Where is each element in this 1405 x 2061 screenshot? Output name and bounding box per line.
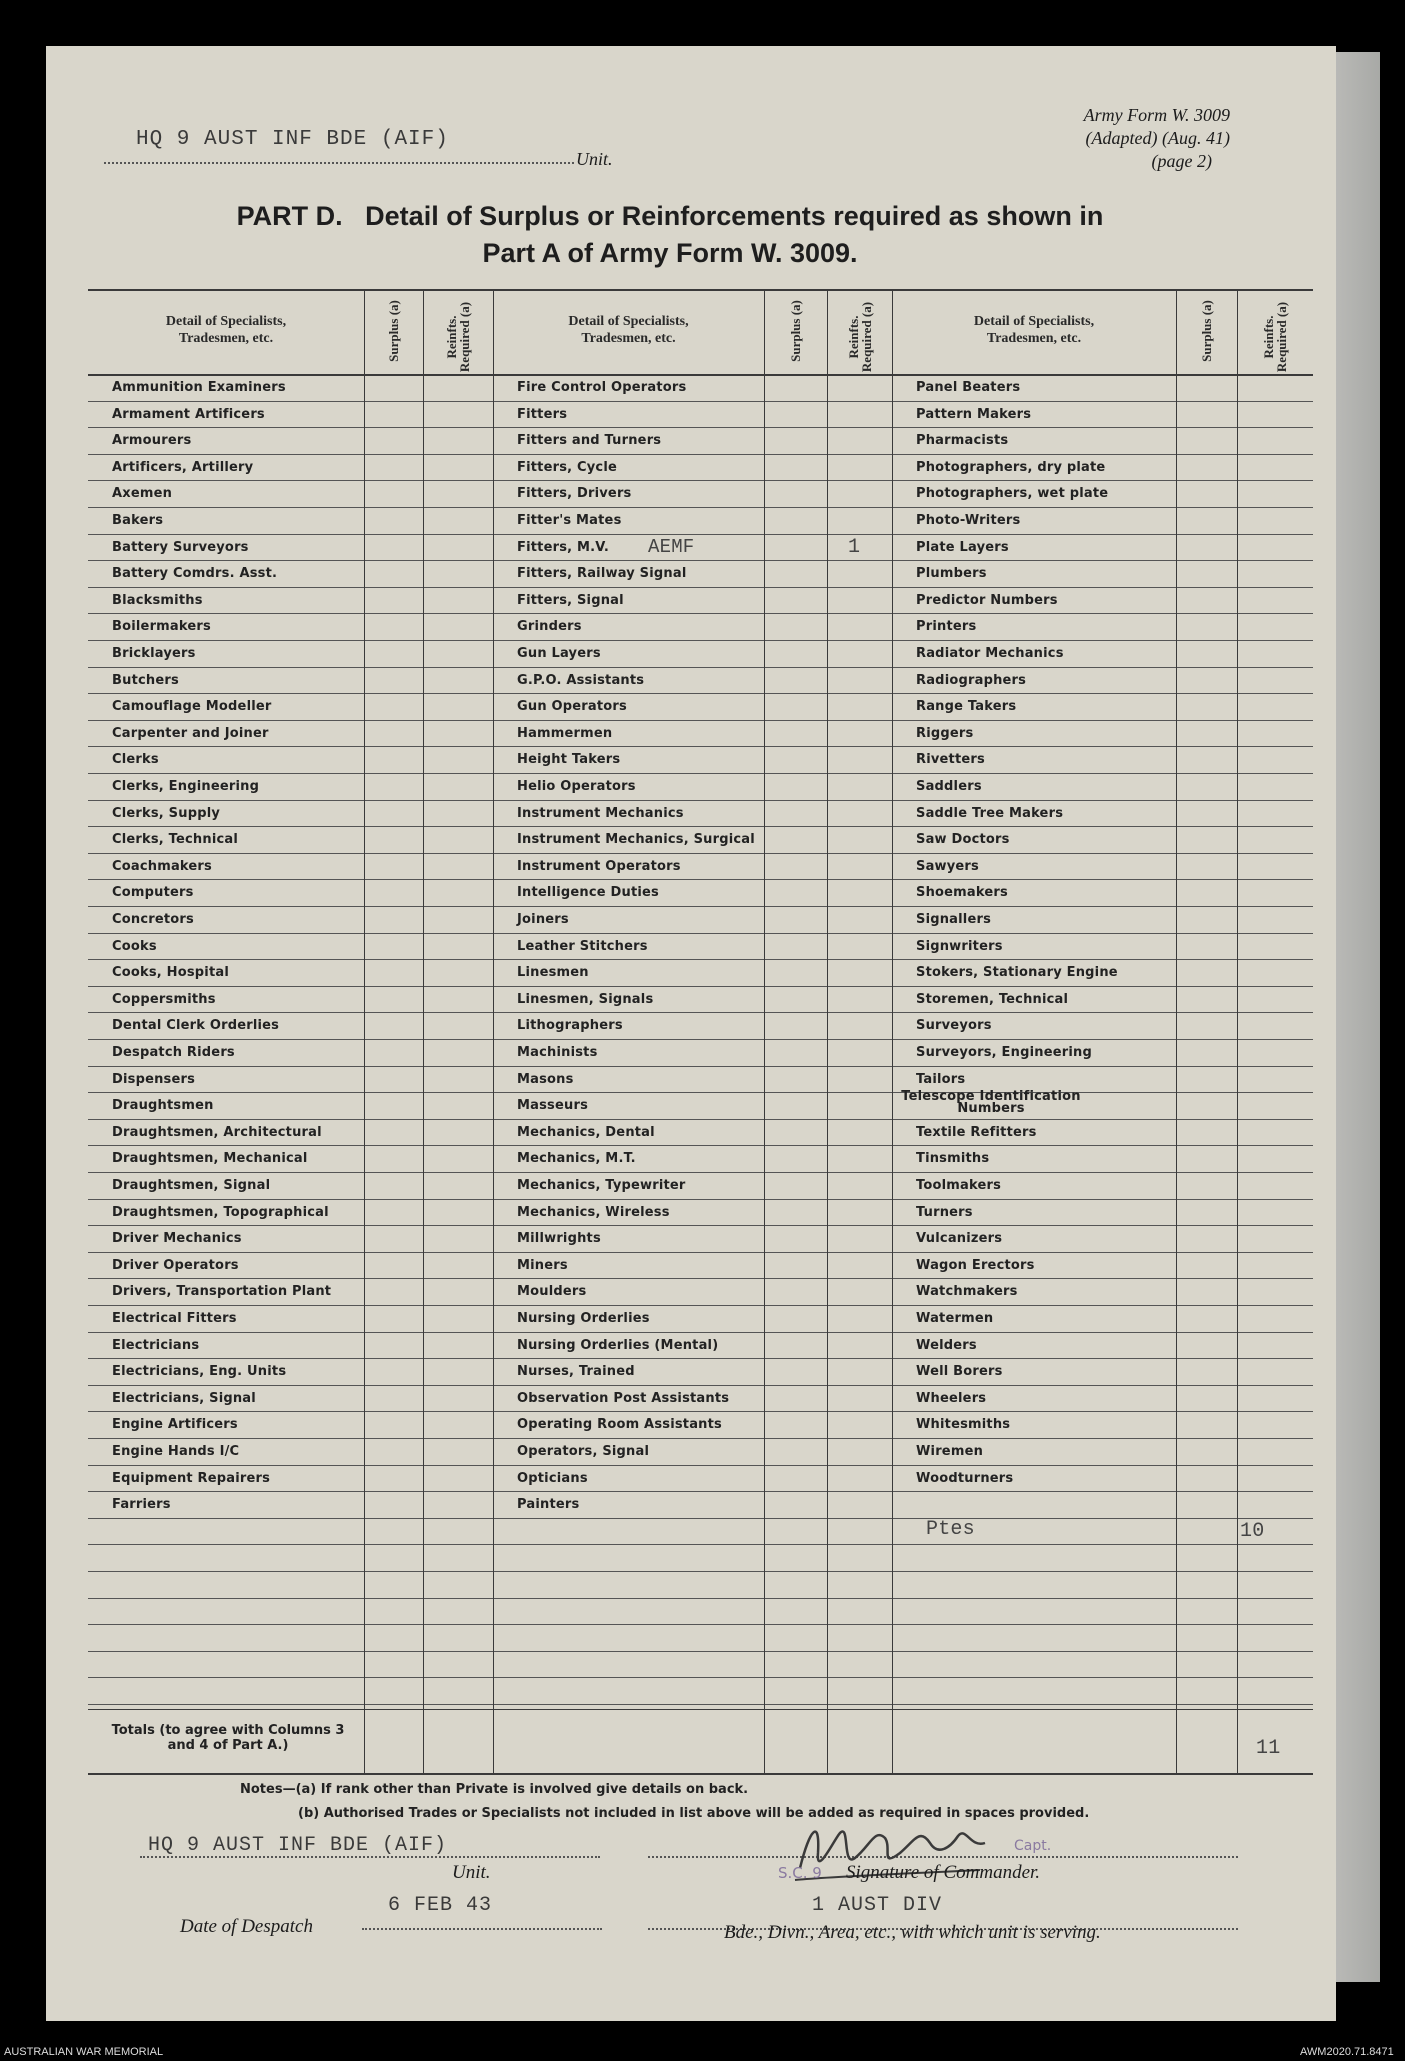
row-rule: [88, 1438, 1313, 1439]
trade-name: Photographers, dry plate: [916, 459, 1106, 475]
header-reinfts-1: Reinfts. Required (a): [444, 301, 472, 373]
row-rule: [88, 1092, 1313, 1093]
archive-credit: AUSTRALIAN WAR MEMORIAL: [4, 2046, 164, 2058]
trade-name: Blacksmiths: [112, 592, 203, 608]
trade-name: Equipment Repairers: [112, 1470, 271, 1486]
column-rule: [493, 289, 494, 1773]
header-surplus-3: Surplus (a): [1198, 300, 1214, 362]
trade-name: Helio Operators: [517, 779, 636, 794]
trade-name: Fitters, M.V.: [517, 539, 609, 555]
trade-name: Fitter's Mates: [517, 513, 622, 528]
row-rule: [88, 507, 1313, 508]
trade-name: Saddlers: [916, 779, 982, 794]
row-rule: [88, 587, 1313, 588]
trade-name: Plate Layers: [916, 539, 1009, 555]
row-rule: [88, 1199, 1313, 1200]
trade-name: Drivers, Transportation Plant: [112, 1284, 332, 1300]
note-a: Notes—(a) If rank other than Private is involved give details on back.: [240, 1782, 749, 1797]
entry-ptes: Ptes: [926, 1517, 975, 1541]
trade-name: Dental Clerk Orderlies: [112, 1018, 280, 1034]
header-detail-2: Detail of Specialists, Tradesmen, etc.: [568, 314, 689, 346]
trade-name: Camouflage Modeller: [112, 699, 272, 715]
trade-name: Ammunition Examiners: [112, 380, 286, 395]
trade-name: Electricians, Eng. Units: [112, 1364, 287, 1380]
trade-name: Coppersmiths: [112, 991, 216, 1007]
trade-name: Millwrights: [517, 1231, 601, 1247]
entry-ptes-qty: 10: [1240, 1519, 1265, 1543]
row-rule: [88, 1119, 1313, 1120]
row-rule: [88, 1624, 1313, 1625]
header-detail-1: Detail of Specialists, Tradesmen, etc.: [165, 314, 287, 346]
row-rule: [88, 879, 1313, 880]
trade-name: Battery Comdrs. Asst.: [112, 566, 278, 582]
form-id-line3: (page 2): [1151, 151, 1212, 171]
row-rule: [88, 1145, 1313, 1146]
trade-name: Sawyers: [916, 858, 979, 874]
header-reinfts-2: Reinfts. Required (a): [845, 301, 874, 373]
trade-name: Engine Hands I/C: [112, 1444, 240, 1459]
trade-name: Clerks, Technical: [112, 832, 239, 848]
totals-rule: [88, 1709, 1313, 1710]
division-value: 1 AUST DIV: [812, 1894, 943, 1917]
trade-name: Fitters: [517, 406, 568, 422]
trade-name: G.P.O. Assistants: [517, 672, 645, 688]
row-rule: [88, 1544, 1313, 1545]
unit-label-top: Unit.: [576, 149, 613, 169]
trade-name: Draughtsmen, Architectural: [112, 1124, 322, 1140]
column-rule: [892, 289, 893, 1773]
trade-name: Clerks, Supply: [112, 805, 221, 821]
trade-name: Masons: [517, 1071, 574, 1087]
page-edge-shadow: [1336, 52, 1380, 1982]
form-id-line2: (Adapted) (Aug. 41): [1085, 128, 1230, 148]
trade-name: Nursing Orderlies (Mental): [517, 1337, 719, 1353]
trade-name: Fitters, Drivers: [517, 486, 632, 502]
trade-name: Cooks, Hospital: [112, 965, 230, 981]
entry-aemf: AEMF: [648, 535, 695, 558]
trade-name: Woodturners: [916, 1470, 1014, 1486]
row-rule: [88, 720, 1313, 721]
column-rule: [364, 289, 365, 1773]
header-reinfts-3: Reinfts. Required (a): [1261, 301, 1289, 373]
trade-name: Mechanics, Typewriter: [517, 1178, 686, 1193]
row-rule: [88, 480, 1313, 481]
trade-name: Photo-Writers: [916, 513, 1021, 528]
row-rule: [88, 1677, 1313, 1678]
date-label: Date of Despatch: [180, 1916, 313, 1937]
column-rule: [764, 289, 765, 1773]
stamp-sc: S.C. 9: [778, 1864, 822, 1882]
trade-name: Bakers: [112, 513, 164, 528]
row-rule: [88, 613, 1313, 614]
row-rule: [88, 640, 1313, 641]
trade-name: Bricklayers: [112, 646, 196, 661]
header-surplus-1: Surplus (a): [385, 300, 401, 362]
row-rule: [88, 1039, 1313, 1040]
trade-name: Draughtsmen, Mechanical: [112, 1151, 308, 1167]
trade-name: Signallers: [916, 912, 992, 927]
row-rule: [88, 1252, 1313, 1253]
trade-name: Linesmen, Signals: [517, 991, 654, 1007]
trade-name: Cooks: [112, 938, 157, 954]
trade-name: Well Borers: [916, 1364, 1003, 1380]
row-rule: [88, 1305, 1313, 1306]
row-rule: [88, 746, 1313, 747]
row-rule: [88, 1651, 1313, 1652]
row-rule: [88, 959, 1313, 960]
trade-name: Tailors: [916, 1071, 966, 1087]
signature-label: Signature of Commander.: [846, 1862, 1041, 1883]
trade-name: Storemen, Technical: [916, 991, 1069, 1007]
trade-name: Welders: [916, 1337, 977, 1353]
trade-name: Joiners: [517, 912, 569, 927]
trade-name: Concretors: [112, 912, 194, 927]
trade-name: Intelligence Duties: [517, 885, 659, 901]
page-title: [140, 198, 1200, 272]
trade-name: Clerks: [112, 752, 159, 768]
trades-table: [88, 289, 1313, 1773]
trade-name: Engine Artificers: [112, 1417, 238, 1433]
unit-label-bottom: Unit.: [452, 1862, 491, 1883]
row-rule: [88, 667, 1313, 668]
entry-aemf-qty: 1: [848, 535, 861, 559]
trade-name: Hammermen: [517, 725, 613, 741]
trade-name: Shoemakers: [916, 885, 1008, 901]
trade-name: Linesmen: [517, 965, 589, 981]
trade-name: Rivetters: [916, 752, 985, 768]
trade-name: Electricians, Signal: [112, 1390, 256, 1406]
row-rule: [88, 826, 1313, 827]
trade-name: Pharmacists: [916, 433, 1009, 449]
trade-name: Wiremen: [916, 1444, 984, 1459]
row-rule: [88, 560, 1313, 561]
trade-name: Dispensers: [112, 1071, 196, 1087]
column-rule: [423, 289, 424, 1773]
trade-name: Surveyors, Engineering: [916, 1045, 1092, 1060]
row-rule: [88, 773, 1313, 774]
trade-name: Vulcanizers: [916, 1231, 1003, 1247]
trade-name: Telescope Identification Numbers: [901, 1089, 1081, 1117]
row-rule: [88, 906, 1313, 907]
trade-name: Whitesmiths: [916, 1417, 1011, 1433]
trade-name: Battery Surveyors: [112, 539, 249, 555]
trade-name: Driver Operators: [112, 1257, 239, 1273]
trade-name: Artificers, Artillery: [112, 459, 254, 475]
row-rule: [88, 1332, 1313, 1333]
trade-name: Stokers, Stationary Engine: [916, 965, 1118, 981]
trade-name: Leather Stitchers: [517, 938, 648, 954]
trade-name: Fire Control Operators: [517, 380, 687, 395]
table-top-rule: [88, 289, 1313, 291]
header-detail-3: Detail of Specialists, Tradesmen, etc.: [973, 314, 1095, 346]
column-rule: [1237, 289, 1238, 1773]
trade-name: Fitters, Signal: [517, 592, 624, 608]
row-rule: [88, 1704, 1313, 1705]
row-rule: [88, 401, 1313, 402]
trade-name: Gun Layers: [517, 646, 601, 661]
division-label: Bde., Divn., Area, etc., with which unit is serving.: [724, 1922, 1101, 1943]
title-line1: PART D. Detail of Surplus or Reinforcements required as shown in: [236, 201, 1104, 231]
total-value: 11: [1256, 1737, 1281, 1760]
row-rule: [88, 1012, 1313, 1013]
trade-name: Instrument Operators: [517, 858, 681, 874]
row-rule: [88, 1465, 1313, 1466]
unit-value-top: HQ 9 AUST INF BDE (AIF): [136, 128, 449, 151]
trade-name: Armament Artificers: [112, 406, 265, 422]
trade-name: Signwriters: [916, 938, 1003, 954]
trade-name: Mechanics, Dental: [517, 1124, 655, 1140]
trade-name: Wagon Erectors: [916, 1257, 1035, 1273]
trade-name: Observation Post Assistants: [517, 1390, 730, 1406]
trade-name: Toolmakers: [916, 1178, 1002, 1193]
row-rule: [88, 454, 1313, 455]
trade-name: Mechanics, Wireless: [517, 1204, 670, 1220]
trade-name: Moulders: [517, 1284, 587, 1300]
row-rule: [88, 1518, 1313, 1519]
row-rule: [88, 800, 1313, 801]
trade-name: Draughtsmen, Signal: [112, 1178, 271, 1193]
trade-name: Despatch Riders: [112, 1045, 235, 1060]
date-value: 6 FEB 43: [388, 1894, 493, 1917]
trade-name: Plumbers: [916, 566, 987, 582]
trade-name: Operating Room Assistants: [517, 1417, 722, 1433]
trade-name: Radiator Mechanics: [916, 646, 1064, 661]
row-rule: [88, 1571, 1313, 1572]
row-rule: [88, 534, 1313, 535]
trade-name: Farriers: [112, 1497, 171, 1513]
trade-name: Instrument Mechanics, Surgical: [517, 832, 755, 848]
trade-name: Wheelers: [916, 1390, 987, 1406]
archive-ref: AWM2020.71.8471: [1300, 2046, 1394, 2058]
row-rule: [88, 1598, 1313, 1599]
trade-name: Armourers: [112, 433, 192, 449]
trade-name: Turners: [916, 1204, 973, 1220]
trade-name: Fitters, Cycle: [517, 459, 617, 475]
trade-name: Nurses, Trained: [517, 1364, 635, 1380]
trade-name: Operators, Signal: [517, 1444, 650, 1459]
trade-name: Fitters and Turners: [517, 433, 662, 449]
row-rule: [88, 1411, 1313, 1412]
trade-name: Fitters, Railway Signal: [517, 566, 687, 582]
date-line: [362, 1918, 602, 1930]
trade-name: Predictor Numbers: [916, 592, 1058, 608]
row-rule: [88, 1278, 1313, 1279]
trade-name: Machinists: [517, 1045, 598, 1060]
trade-name: Pattern Makers: [916, 406, 1032, 422]
trade-name: Clerks, Engineering: [112, 779, 260, 794]
trade-name: Panel Beaters: [916, 380, 1021, 395]
note-b: (b) Authorised Trades or Specialists not included in list above will be added as required in spaces provided.: [298, 1806, 1090, 1821]
trade-name: Electricians: [112, 1337, 200, 1353]
column-rule: [827, 289, 828, 1773]
trade-name: Saddle Tree Makers: [916, 805, 1064, 821]
row-rule: [88, 427, 1313, 428]
trade-name: Masseurs: [517, 1098, 589, 1114]
trade-name: Lithographers: [517, 1018, 623, 1034]
trade-name: Driver Mechanics: [112, 1231, 242, 1247]
trade-name: Printers: [916, 619, 977, 635]
trade-name: Mechanics, M.T.: [517, 1151, 636, 1167]
row-rule: [88, 933, 1313, 934]
trade-name: Electrical Fitters: [112, 1311, 237, 1326]
trade-name: Instrument Mechanics: [517, 805, 684, 821]
column-rule: [1176, 289, 1177, 1773]
trade-name: Photographers, wet plate: [916, 486, 1109, 502]
trade-name: Surveyors: [916, 1018, 992, 1034]
trade-name: Painters: [517, 1497, 580, 1513]
row-rule: [88, 1172, 1313, 1173]
form-id-line1: Army Form W. 3009: [1083, 105, 1230, 125]
trade-name: Tinsmiths: [916, 1151, 990, 1167]
header-surplus-2: Surplus (a): [787, 300, 803, 362]
trade-name: Carpenter and Joiner: [112, 725, 269, 741]
unit-value-bottom: HQ 9 AUST INF BDE (AIF): [148, 1834, 448, 1857]
trade-name: Textile Refitters: [916, 1124, 1037, 1140]
header-bottom-rule: [88, 374, 1313, 376]
trade-name: Gun Operators: [517, 699, 627, 715]
trade-name: Height Takers: [517, 752, 621, 768]
trade-name: Saw Doctors: [916, 832, 1010, 848]
table-bottom-rule: [88, 1773, 1313, 1775]
trade-name: Watermen: [916, 1311, 994, 1326]
trade-name: Miners: [517, 1257, 568, 1273]
trade-name: Grinders: [517, 619, 582, 635]
stamp-capt: Capt.: [1014, 1838, 1052, 1854]
trade-name: Riggers: [916, 725, 974, 741]
trade-name: Boilermakers: [112, 619, 211, 635]
trade-name: Draughtsmen, Topographical: [112, 1204, 329, 1220]
row-rule: [88, 1385, 1313, 1386]
row-rule: [88, 1066, 1313, 1067]
trade-name: Draughtsmen: [112, 1098, 214, 1114]
row-rule: [88, 986, 1313, 987]
form-id: [1000, 104, 1230, 173]
trade-name: Nursing Orderlies: [517, 1311, 650, 1326]
trade-name: Watchmakers: [916, 1284, 1018, 1300]
row-rule: [88, 693, 1313, 694]
trade-name: Coachmakers: [112, 858, 212, 874]
trade-name: Butchers: [112, 672, 179, 688]
trade-name: Range Takers: [916, 699, 1017, 715]
title-line2: Part A of Army Form W. 3009.: [482, 238, 858, 268]
row-rule: [88, 853, 1313, 854]
trade-name: Computers: [112, 885, 194, 901]
trade-name: Opticians: [517, 1470, 588, 1486]
trade-name: Radiographers: [916, 672, 1027, 688]
row-rule: [88, 1491, 1313, 1492]
totals-label: Totals (to agree with Columns 3 and 4 of Part A.): [111, 1723, 345, 1753]
trade-name: Axemen: [112, 486, 173, 502]
row-rule: [88, 1358, 1313, 1359]
row-rule: [88, 1225, 1313, 1226]
